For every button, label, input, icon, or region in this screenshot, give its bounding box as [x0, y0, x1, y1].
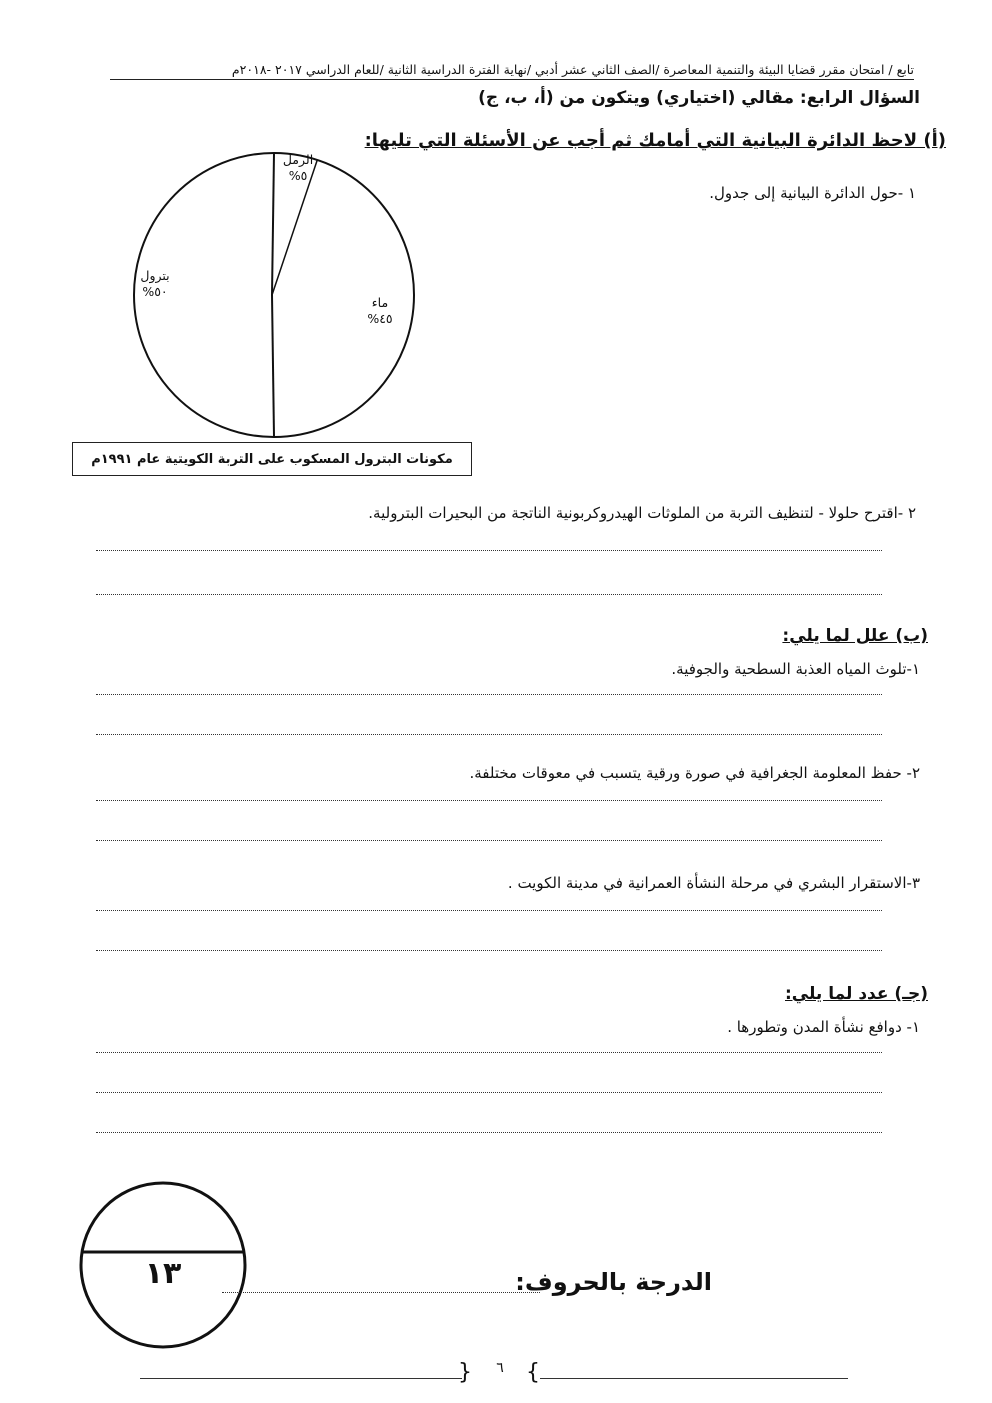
slice-water	[360, 295, 400, 326]
answer-line[interactable]	[96, 1092, 882, 1093]
part-a-heading: (أ) لاحظ الدائرة البيانية التي أمامك ثم أجب عن الأسئلة التي تليها:	[364, 130, 946, 151]
part-b-question-2: ٢- حفظ المعلومة الجغرافية في صورة ورقية يتسبب في معوقات مختلفة.	[469, 764, 920, 782]
chart-caption: مكونات البترول المسكوب على التربة الكويتية عام ١٩٩١م	[72, 442, 472, 476]
slice-value-petroleum: ٥٠%	[142, 283, 168, 299]
answer-line[interactable]	[96, 910, 882, 911]
pie-chart	[128, 150, 424, 440]
answer-line[interactable]	[96, 594, 882, 595]
slice-petroleum	[130, 268, 180, 299]
grade-in-words-label: الدرجة بالحروف:	[515, 1268, 712, 1296]
slice-boundary-top	[272, 153, 274, 295]
answer-line[interactable]	[96, 734, 882, 735]
slice-sand	[276, 152, 320, 183]
footer-rule-left	[140, 1378, 462, 1379]
slice-label-water: ماء	[371, 295, 389, 310]
score-total: ١٣	[144, 1256, 182, 1291]
slice-value-water: ٤٥%	[367, 310, 393, 326]
answer-line[interactable]	[96, 550, 882, 551]
part-c-question-1: ١- دوافع نشأة المدن وتطورها .	[727, 1018, 920, 1036]
slice-label-sand: الرمل	[282, 152, 314, 167]
footer-rule-right	[540, 1378, 848, 1379]
page-bracket-left: {	[458, 1360, 472, 1385]
grade-in-words-line[interactable]	[222, 1292, 540, 1293]
exam-header: تابع / امتحان مقرر قضايا البيئة والتنمية المعاصرة /الصف الثاني عشر أدبي /نهاية الفترة الدراسية الثانية /للعام الدراسي ٢٠١٧ -٢٠١٨م	[110, 62, 914, 80]
part-b-question-1: ١-تلوث المياه العذبة السطحية والجوفية.	[671, 660, 920, 678]
question-title: السؤال الرابع: مقالي (اختياري) ويتكون من (أ، ب، ج)	[478, 88, 920, 108]
slice-value-sand: ٥%	[288, 167, 308, 183]
score-circle	[78, 1180, 248, 1350]
answer-line[interactable]	[96, 950, 882, 951]
answer-line[interactable]	[96, 840, 882, 841]
part-b-question-3: ٣-الاستقرار البشري في مرحلة النشأة العمرانية في مدينة الكويت .	[507, 874, 920, 892]
part-b-heading: (ب) علل لما يلي:	[782, 626, 928, 646]
slice-label-petroleum: بترول	[140, 268, 170, 283]
part-a-question-1: ١ -حول الدائرة البيانية إلى جدول.	[709, 184, 916, 202]
answer-line[interactable]	[96, 694, 882, 695]
answer-line[interactable]	[96, 1132, 882, 1133]
part-c-heading: (جـ) عدد لما يلي:	[785, 984, 928, 1004]
answer-line[interactable]	[96, 1052, 882, 1053]
part-a-question-2: ٢ -اقترح حلولا - لتنظيف التربة من الملوثات الهيدروكربونية الناتجة من البحيرات البترولية.	[368, 504, 916, 522]
page-number: ٦	[496, 1360, 504, 1376]
page-bracket-right: }	[526, 1360, 540, 1385]
answer-line[interactable]	[96, 800, 882, 801]
slice-boundary-bottom	[272, 295, 274, 437]
